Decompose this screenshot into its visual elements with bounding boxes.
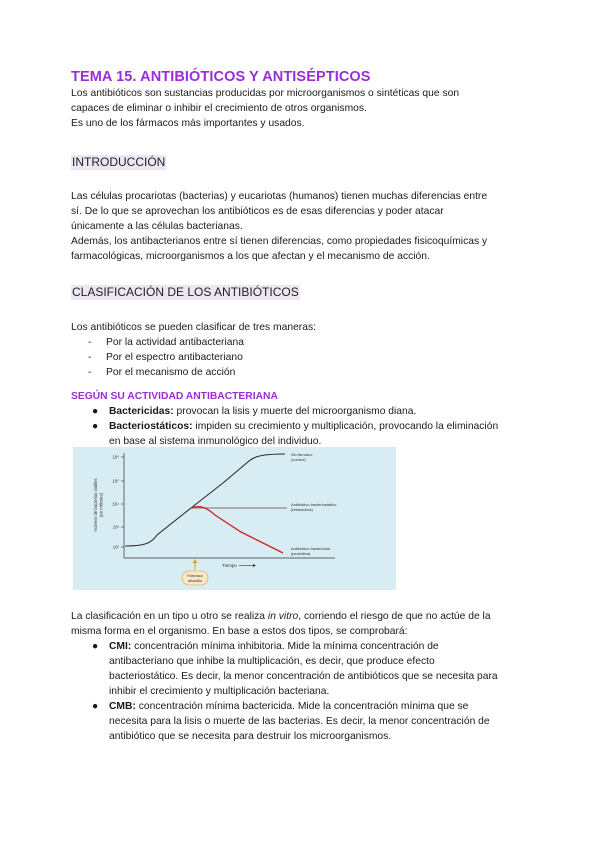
section-heading-introduccion: INTRODUCCIÓN bbox=[72, 155, 166, 169]
cmi-cmb-lead-line2: misma forma en el organismo. En base a estos dos tipos, se comprobará: bbox=[71, 626, 408, 637]
y-tick-marks bbox=[121, 457, 124, 547]
bullet-icon: ● bbox=[92, 701, 99, 712]
term-description: concentración mínima inhibitoria. Mide la mínima concentración de bbox=[131, 641, 439, 652]
curve-label-cidal-sub: (penicilina) bbox=[291, 551, 311, 556]
list-item-cmi bbox=[71, 639, 541, 699]
cmi-cmb-list bbox=[71, 639, 541, 744]
control-curve bbox=[125, 454, 285, 546]
term-description: concentración mínima bactericida. Mide la concentración mínima que se bbox=[135, 701, 469, 712]
paragraph-line: sí. De lo que se aprovechan los antibióticos es de esas diferencias y poder atacar bbox=[71, 206, 444, 217]
page-title: TEMA 15. ANTIBIÓTICOS Y ANTISÉPTICOS bbox=[71, 69, 371, 85]
subsection-heading-actividad: SEGÚN SU ACTIVIDAD ANTIBACTERIANA bbox=[71, 391, 278, 402]
list-item bbox=[71, 419, 531, 449]
term-description-cont: bacteriostático. Es decir, la menor concentración de antibióticos que se necesita para bbox=[109, 671, 498, 682]
document-page bbox=[71, 68, 531, 464]
intro-line: Es uno de los fármacos más importantes y usados. bbox=[71, 118, 305, 129]
list-item: - Por la actividad antibacteriana bbox=[71, 335, 531, 350]
term-cmb: CMB: bbox=[109, 701, 136, 712]
list-item: - Por el mecanismo de acción bbox=[71, 365, 531, 380]
y-tick-label: 10² bbox=[112, 544, 119, 550]
y-axis-label: Número de bacterias viables bbox=[93, 478, 98, 532]
paragraph-line: Además, los antibacterianos entre sí tienen diferencias, como propiedades fisicoquímicas y bbox=[71, 236, 488, 247]
curve-label-static: Antibiótico bacteriostático bbox=[291, 502, 337, 507]
intro-line: Los antibióticos son sustancias producidas por microorganismos o sintéticas que son bbox=[71, 88, 460, 99]
bullet-icon: ● bbox=[92, 406, 99, 417]
term-cmi: CMI: bbox=[109, 641, 132, 652]
cmi-cmb-lead bbox=[71, 609, 541, 624]
lead-text: La clasificación en un tipo u otro se realiza bbox=[71, 611, 268, 622]
x-axis-label: Tiempo bbox=[222, 563, 237, 568]
intro-paragraph bbox=[71, 86, 531, 131]
paragraph-line: únicamente a las células bacterianas. bbox=[71, 221, 243, 232]
curve-label-control-sub: (control) bbox=[291, 457, 306, 462]
x-axis-arrowhead-icon bbox=[253, 564, 256, 567]
y-axis-label: (en millones) bbox=[98, 493, 104, 517]
clasificacion-list bbox=[71, 335, 531, 380]
drug-added-label: Fármaco bbox=[187, 573, 203, 578]
lead-italic: in vitro bbox=[267, 611, 299, 622]
bullet-icon: ● bbox=[92, 641, 99, 652]
bactericidal-curve bbox=[191, 507, 283, 553]
y-tick-label: 10⁶ bbox=[112, 454, 119, 460]
intro-line: capaces de eliminar o inhibir el crecimiento de otros organismos. bbox=[71, 103, 367, 114]
curve-label-control: Sin fármaco bbox=[291, 452, 313, 457]
paragraph-line: Las células procariotas (bacterias) y eucariotas (humanos) tienen muchas diferencias entre bbox=[71, 191, 488, 202]
drug-arrowhead-icon bbox=[193, 559, 198, 563]
curve-label-static-sub: (tetraciclina) bbox=[291, 507, 313, 512]
term-bactericidas: Bactericidas: bbox=[109, 406, 174, 417]
curve-label-cidal: Antibiótico bactericida bbox=[291, 546, 330, 551]
section-heading-clasificacion: CLASIFICACIÓN DE LOS ANTIBIÓTICOS bbox=[72, 285, 299, 299]
y-tick-label: 10⁴ bbox=[112, 501, 119, 507]
drug-added-label-sub: añadido bbox=[187, 578, 203, 583]
term-bacteriostaticos: Bacteriostáticos: bbox=[109, 421, 193, 432]
cmi-cmb-section bbox=[71, 609, 541, 744]
bullet-icon: ● bbox=[92, 421, 99, 432]
term-description: provocan la lisis y muerte del microorganismo diana. bbox=[173, 406, 417, 417]
lead-text: , corriendo el riesgo de que no actúe de la bbox=[298, 611, 491, 622]
bacterial-growth-figure bbox=[73, 447, 396, 590]
growth-curve-svg bbox=[73, 447, 396, 590]
list-item: - Por el espectro antibacteriano bbox=[71, 350, 531, 365]
list-item bbox=[71, 404, 531, 419]
term-description-cont: necesita para la lisis o muerte de las bacterias. Es decir, la menor concentración de bbox=[109, 716, 490, 727]
term-description-cont: en base al sistema inmunológico del individuo. bbox=[109, 436, 322, 447]
term-description-cont: inhibir el crecimiento y multiplicación bacteriana. bbox=[109, 686, 330, 697]
list-item-cmb bbox=[71, 699, 541, 744]
introduccion-paragraph bbox=[71, 189, 531, 264]
term-description-cont: antibiótico que se necesita para destruir los microorganismos. bbox=[109, 731, 392, 742]
term-description: impiden su crecimiento y multiplicación, provocando la eliminación bbox=[192, 421, 499, 432]
y-tick-label: 10⁵ bbox=[112, 478, 119, 484]
clasificacion-lead: Los antibióticos se pueden clasificar de tres maneras: bbox=[71, 322, 316, 333]
paragraph-line: farmacológicas, microorganismos a los que afectan y el mecanismo de acción. bbox=[71, 251, 430, 262]
term-description-cont: antibacteriano que inhibe la multiplicación, es decir, que produce efecto bbox=[109, 656, 435, 667]
y-tick-label: 10³ bbox=[112, 524, 119, 530]
